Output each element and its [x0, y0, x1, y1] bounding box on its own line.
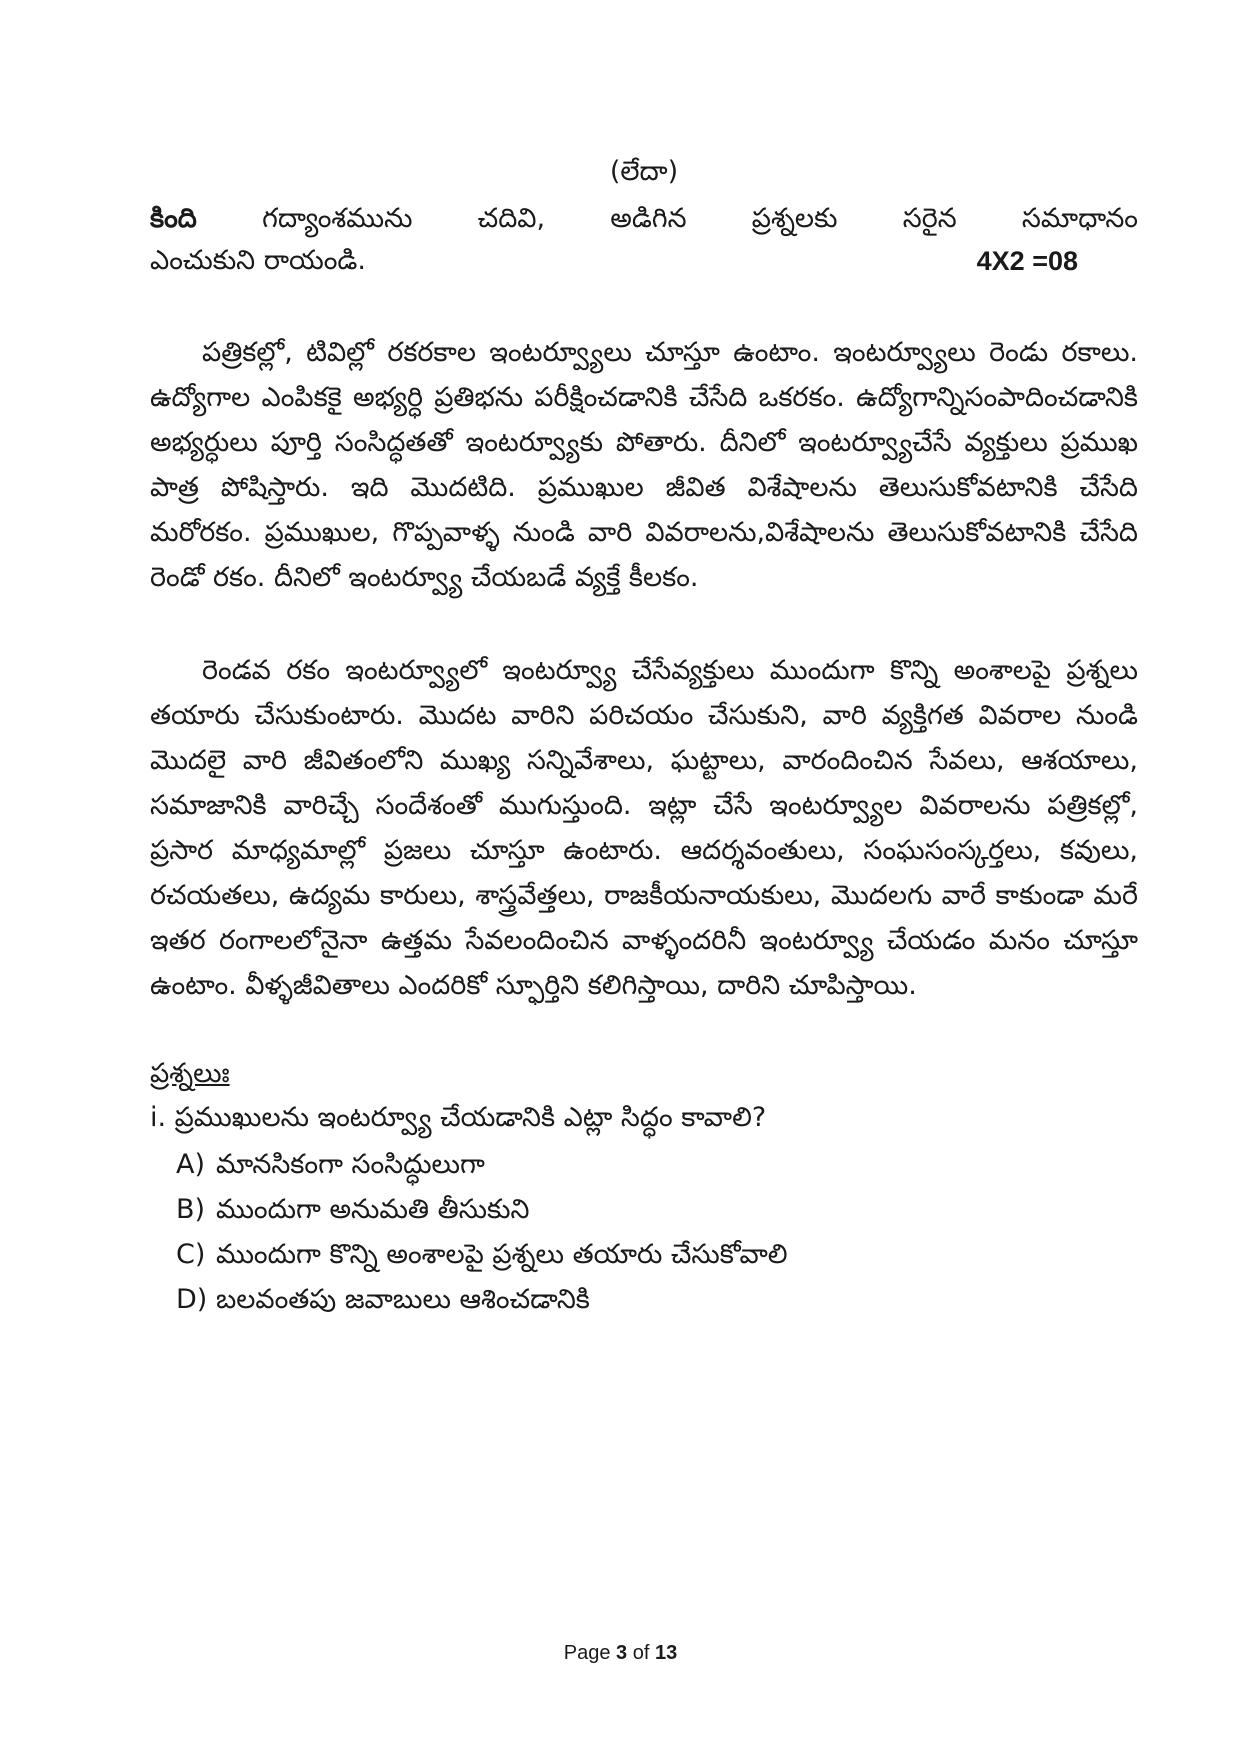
- question-1: i. ప్రముఖులను ఇంటర్వ్యూ చేయడానికి ఎట్లా సిద్ధం కావాలి?: [150, 1102, 767, 1133]
- option-text: మానసికంగా సంసిద్ధులుగా: [216, 1149, 485, 1180]
- option-label: D): [176, 1284, 208, 1315]
- page-footer: [0, 1642, 1241, 1665]
- question-1-options: [150, 1142, 1138, 1322]
- marks-label: 4X2 =08: [976, 246, 1078, 276]
- instruction-line-1: [150, 198, 1138, 240]
- questions-heading: ప్రశ్నలుః: [150, 1058, 230, 1089]
- instruction-line-2-text: ఎంచుకుని రాయండి.: [150, 245, 366, 276]
- of-word: of: [632, 1642, 650, 1664]
- option-text: ముందుగా కొన్ని అంశాలపై ప్రశ్నలు తయారు చేసుకోవాలి: [216, 1239, 788, 1270]
- instruction-line-2: [150, 240, 1138, 282]
- page-number: 3: [616, 1642, 628, 1664]
- document-page: [150, 150, 1138, 1322]
- option-c: [176, 1232, 1138, 1277]
- option-label: B): [176, 1194, 206, 1225]
- passage-paragraph-2: రెండవ రకం ఇంటర్వ్యూలో ఇంటర్వ్యూ చేసేవ్యక్తులు ముందుగా కొన్ని అంశాలపై ప్రశ్నలు తయారు చేసుకుంటారు. మొదట వారిని పరిచయం చేసుకుని, వారి వ్యక్తిగత వివరాల నుండి మొదలై వారి జీవితంలోని ముఖ్య సన్నివేశాలు, ఘట్టాలు, వారందించిన సేవలు, ఆశయాలు, సమాజానికి వారిచ్చే సందేశంతో ముగుస్తుంది. ఇట్లా చేసే ఇంటర్వ్యూల వివరాలను పత్రికల్లో, ప్రసార మాధ్యమాల్లో ప్రజలు చూస్తూ ఉంటారు. ఆదర్శవంతులు, సంఘసంస్కర్తలు, కవులు, రచయతలు, ఉద్యమ కారులు, శాస్త్రవేత్తలు, రాజకీయనాయకులు, మొదలగు వారే కాకుండా మరే ఇతర రంగాలలోనైనా ఉత్తమ సేవలందించిన వాళ్ళందరినీ ఇంటర్వ్యూ చేయడం మనం చూస్తూ ఉంటాం. వీళ్ళజీవితాలు ఎందరికో స్ఫూర్తిని కలిగిస్తాయి, దారిని చూపిస్తాయి.: [150, 655, 1138, 1001]
- passage-paragraph-1: పత్రికల్లో, టివిల్లో రకరకాల ఇంటర్వ్యూలు చూస్తూ ఉంటాం. ఇంటర్వ్యూలు రెండు రకాలు. ఉద్యోగాల ఎంపికకై అభ్యర్ధి ప్రతిభను పరీక్షించడానికి చేసేది ఒకరకం. ఉద్యోగాన్నిసంపాదించడానికి అభ్యర్ధులు పూర్తి సంసిద్ధతతో ఇంటర్వ్యూకు పోతారు. దీనిలో ఇంటర్వ్యూచేసే వ్యక్తులు ప్రముఖ పాత్ర పోషిస్తారు. ఇది మొదటిది. ప్రముఖుల జీవిత విశేషాలను తెలుసుకోవటానికి చేసేది మరోరకం. ప్రముఖుల, గొప్పవాళ్ళ నుండి వారి వివరాలను,విశేషాలను తెలుసుకోవటానికి చేసేది రెండో రకం. దీనిలో ఇంటర్వ్యూ చేయబడే వ్యక్తే కీలకం.: [150, 337, 1138, 593]
- or-separator: (లేదా): [609, 156, 679, 187]
- page-word: Page: [563, 1642, 611, 1664]
- option-a: [176, 1142, 1138, 1187]
- instruction-bold-word: కింది: [150, 203, 197, 234]
- option-label: C): [176, 1239, 206, 1270]
- option-text: బలవంతపు జవాబులు ఆశించడానికి: [216, 1284, 590, 1315]
- instruction-block: [150, 198, 1138, 282]
- option-b: [176, 1187, 1138, 1232]
- total-pages: 13: [654, 1642, 678, 1664]
- option-label: A): [176, 1149, 206, 1180]
- instruction-line-1-text: గద్యాంశమును చదివి, అడిగిన ప్రశ్నలకు సరైన సమాధానం: [196, 203, 1138, 234]
- option-text: ముందుగా అనుమతి తీసుకుని: [216, 1194, 530, 1225]
- option-d: [176, 1277, 1138, 1322]
